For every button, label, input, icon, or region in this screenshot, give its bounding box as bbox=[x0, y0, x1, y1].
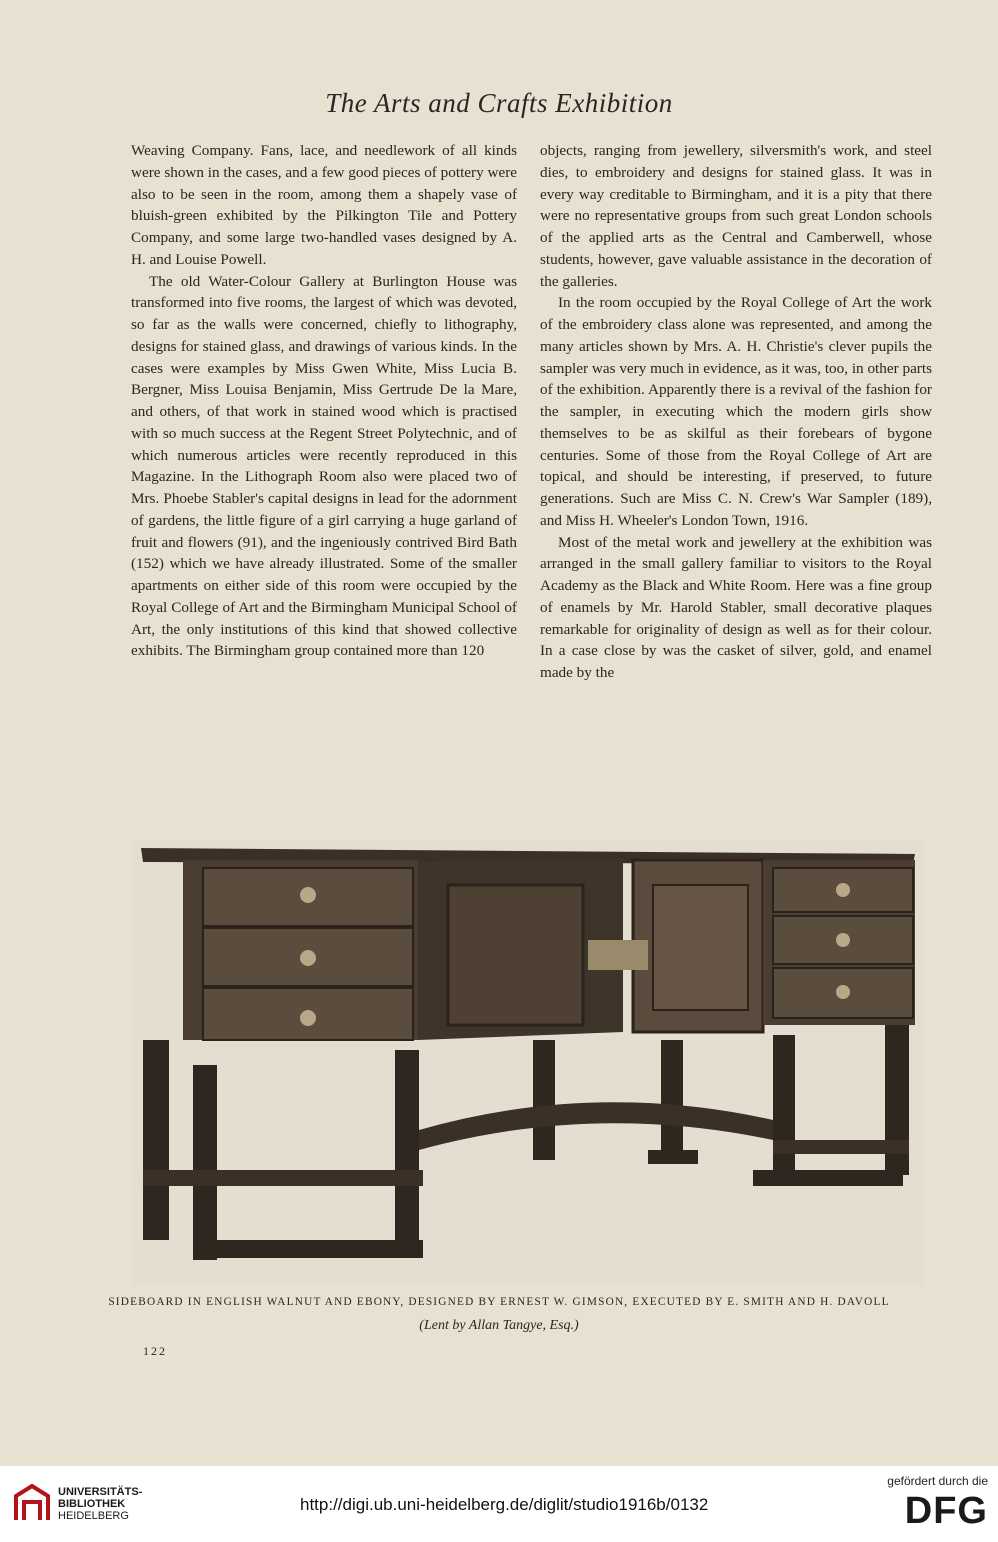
library-name-line-1: UNIVERSITÄTS- bbox=[58, 1486, 143, 1498]
left-paragraph-2: The old Water-Colour Gallery at Burlington House was transformed into five rooms, the largest of which was devoted, so far as the walls were concerned, chiefly to lithography, designs for stained glass, and drawings of various kinds. In the cases were examples by Miss Gwen White, Miss Lucia B. Bergner, Miss Louisa Benjamin, Miss Gertrude De la Mare, and others, of that work in stained wood which is practised with so much success at the Regent Street Polytechnic, and of which numerous articles were recently reproduced in this Magazine. In the Lithograph Room also were placed two of Mrs. Phoebe Stabler's capital designs in lead for the adornment of gardens, the little figure of a girl carrying a huge garland of fruit and flowers (91), and the ingeniously contrived Bird Bath (152) which we have already illustrated. Some of the smaller apartments on either side of this room were occupied by the Royal College of Art and the Birmingham Municipal School of Art, the only institutions of this kind that showed collective exhibits. The Birmingham group contained more than 120 bbox=[131, 272, 517, 660]
figure-caption: SIDEBOARD IN ENGLISH WALNUT AND EBONY, DESIGNED BY ERNEST W. GIMSON, EXECUTED BY E. SMITH AND H. DAVOLL bbox=[108, 1296, 890, 1308]
university-library-logo-icon bbox=[10, 1482, 54, 1526]
library-name bbox=[58, 1486, 142, 1522]
right-paragraph-2: In the room occupied by the Royal College of Art the work of the embroidery class alone was represented, and among the many articles shown by Mrs. A. H. Christie's clever pupils the sampler was very much in evidence, as it was, too, in other parts of the exhibition. Apparently there is a revival of the fashion for the sampler, in executing which the modern girls show themselves to be as skilful as their forebears of bygone centuries. Some of those from the Royal College of Art are topical, and should be interesting, if preserved, to future generations. Such are Miss C. N. Crew's War Sampler (189), and Miss H. Wheeler's London Town, 1916. bbox=[540, 294, 932, 529]
right-column bbox=[540, 140, 932, 684]
right-paragraph-3: Most of the metal work and jewellery at the exhibition was arranged in the small gallery familiar to visitors to the Royal Academy as the Black and White Room. Here was a fine group of enamels by Mr. Harold Stabler, small decorative plaques remarkable for originality of design as well as for their colour. In a case close by was the casket of silver, gold, and enamel made by the bbox=[540, 533, 932, 681]
dfg-logo: DFG bbox=[904, 1490, 988, 1532]
figure-credit: (Lent by Allan Tangye, Esq.) bbox=[419, 1318, 579, 1333]
left-column bbox=[131, 140, 517, 662]
library-name-line-3: HEIDELBERG bbox=[58, 1510, 129, 1522]
page-number: 122 bbox=[143, 1344, 167, 1358]
sideboard-illustration bbox=[133, 840, 923, 1285]
funded-by-label: gefördert durch die bbox=[887, 1474, 988, 1488]
left-paragraph-1: Weaving Company. Fans, lace, and needlework of all kinds were shown in the cases, and a few good pieces of pottery were also to be seen in the room, among them a shapely vase of bluish-green exhibited by the Pilkington Tile and Pottery Company, and some large two-handled vases designed by A. H. and Louise Powell. bbox=[131, 142, 517, 268]
running-head: The Arts and Crafts Exhibition bbox=[325, 88, 673, 118]
digitization-footer bbox=[0, 1466, 998, 1542]
permalink-url[interactable]: http://digi.ub.uni-heidelberg.de/diglit/studio1916b/0132 bbox=[300, 1495, 709, 1514]
right-paragraph-1: objects, ranging from jewellery, silversmith's work, and steel dies, to embroidery and designs for stained glass. It was in every way creditable to Birmingham, and it is a pity that there were no representative groups from such great London schools of the applied arts as the Central and Camberwell, whose students, however, gave valuable assistance in the decoration of the galleries. bbox=[540, 142, 932, 290]
library-name-line-2: BIBLIOTHEK bbox=[58, 1498, 126, 1510]
